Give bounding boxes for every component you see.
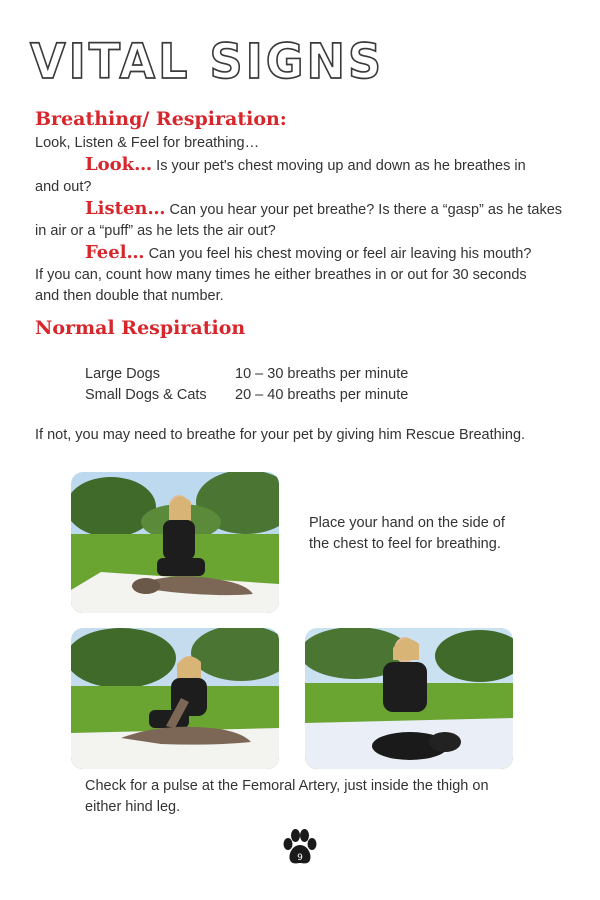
look-keyword: Look… — [85, 154, 153, 175]
count-line-2: and then double that number. — [35, 288, 224, 304]
listen-text: Can you hear your pet breathe? Is there a “gasp” as he takes — [165, 202, 563, 218]
caption-pulse-line-2: either hind leg. — [85, 799, 181, 815]
row-value: 10 – 30 breaths per minute — [235, 365, 409, 382]
feel-line — [35, 242, 580, 265]
caption-chest — [309, 513, 505, 555]
feel-text: Can you feel his chest moving or feel air leaving his mouth? — [144, 246, 532, 262]
rescue-breathing-text: If not, you may need to breathe for your pet by giving him Rescue Breathing. — [35, 427, 526, 443]
normal-respiration-heading: Normal Respiration — [35, 317, 246, 339]
row-label: Large Dogs — [85, 365, 160, 382]
listen-line — [35, 198, 580, 221]
table-row — [85, 363, 408, 384]
breathing-heading: Breathing/ Respiration: — [35, 108, 287, 130]
row-label: Small Dogs & Cats — [85, 386, 207, 403]
caption-chest-line-2: the chest to feel for breathing. — [309, 536, 501, 552]
respiration-table — [85, 363, 408, 405]
row-value: 20 – 40 breaths per minute — [235, 386, 409, 403]
count-line-1: If you can, count how many times he either breathes in or out for 30 seconds — [35, 267, 527, 283]
breathing-intro: Look, Listen & Feel for breathing… — [35, 135, 260, 151]
listen-keyword: Listen… — [85, 198, 166, 219]
table-row — [85, 384, 408, 405]
listen-line-2: in air or a “puff” as he lets the air out? — [35, 223, 276, 239]
page-title: VITAL SIGNS — [30, 32, 385, 90]
breathing-body — [35, 133, 580, 307]
caption-pulse-line-1: Check for a pulse at the Femoral Artery, just inside the thigh on — [85, 778, 489, 794]
page-number: 9 — [297, 853, 303, 863]
feel-keyword: Feel… — [85, 242, 145, 263]
caption-pulse — [85, 776, 545, 818]
photo-chest-check — [71, 472, 279, 613]
look-line-2: and out? — [35, 179, 92, 195]
look-line — [35, 154, 580, 177]
photo-femoral-pulse-small-dog — [305, 628, 513, 769]
caption-chest-line-1: Place your hand on the side of — [309, 515, 505, 531]
look-text: Is your pet's chest moving up and down as he breathes in — [152, 158, 526, 174]
photo-femoral-pulse-dog — [71, 628, 279, 769]
